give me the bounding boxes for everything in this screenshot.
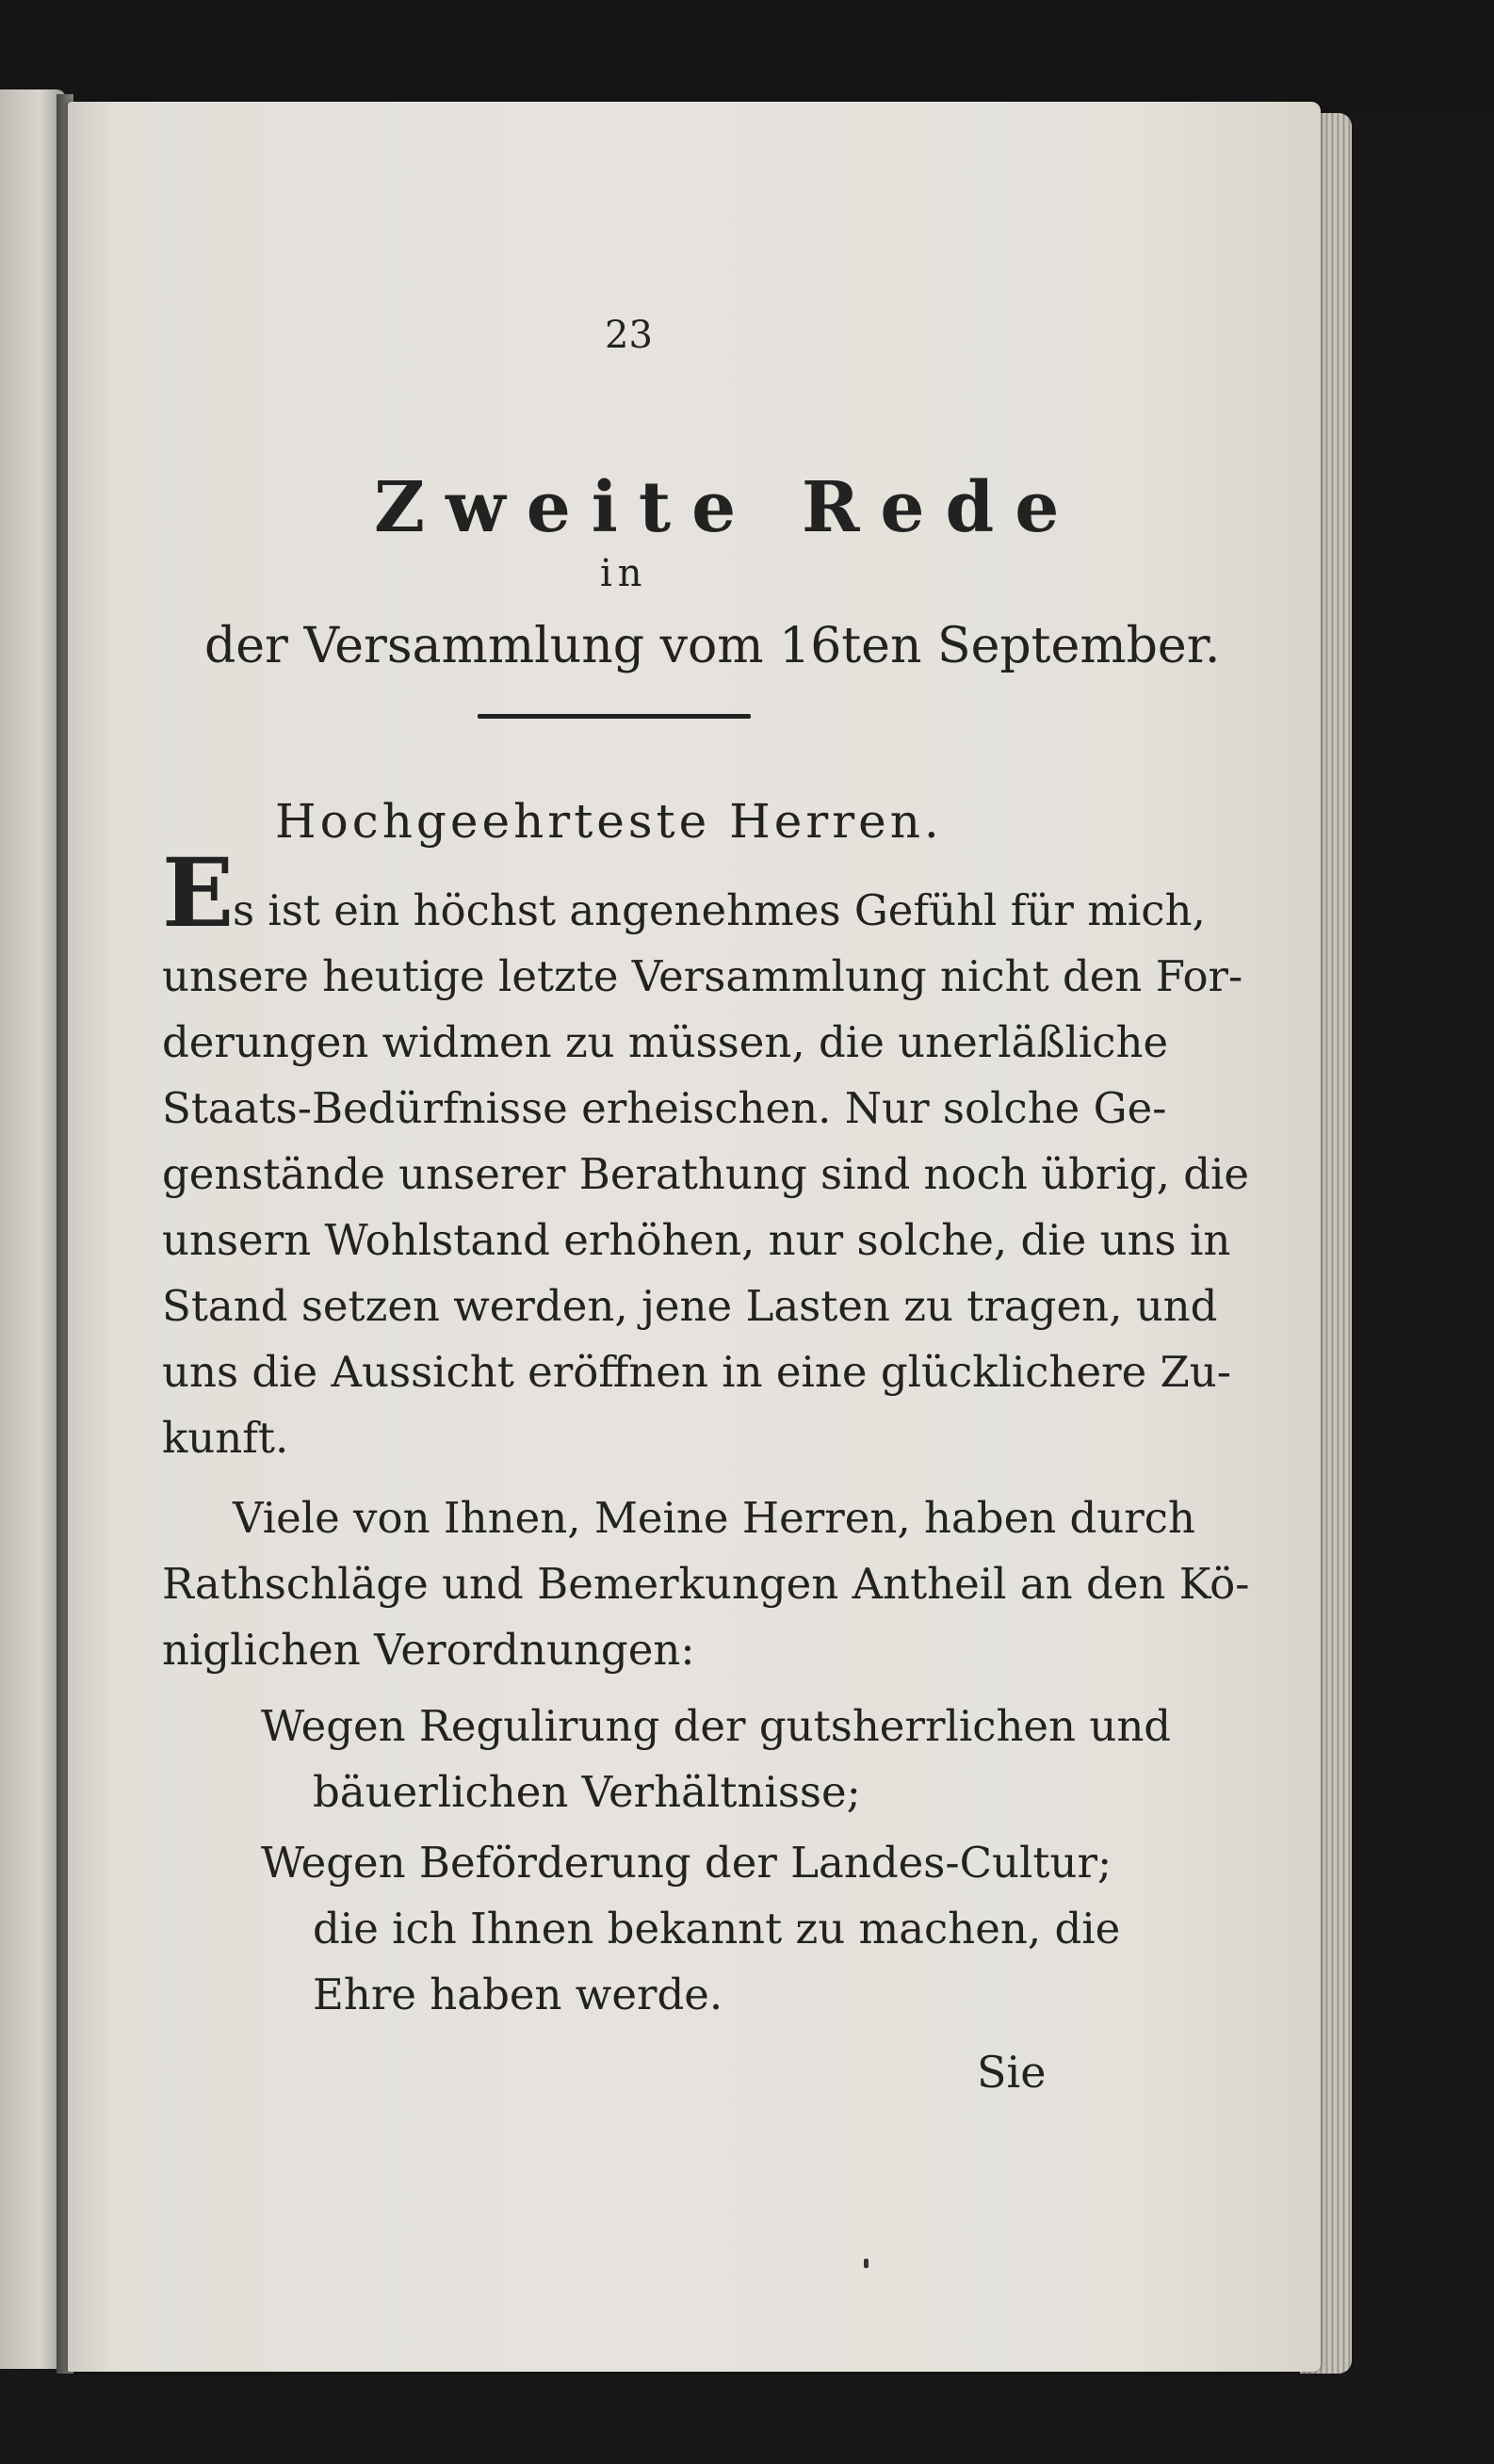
catchword: Sie: [977, 2047, 1047, 2098]
speech-title: Zweite Rede: [374, 467, 1080, 548]
paragraph-line: Rathschläge und Bemerkungen Antheil an den Kö-: [162, 1559, 1250, 1609]
title-rule: [478, 714, 751, 719]
paragraph-line: genstände unserer Berathung sind noch übrig, die: [162, 1149, 1250, 1199]
paragraph-line: s ist ein höchst angenehmes Gefühl für mich,: [233, 885, 1206, 935]
paragraph-line: Viele von Ihnen, Meine Herren, haben durch: [233, 1493, 1195, 1543]
background-shadow: [0, 0, 1494, 113]
paragraph-line: derungen widmen zu müssen, die unerläßliche: [162, 1017, 1169, 1067]
list-item-line: Wegen Beförderung der Landes-Cultur;: [261, 1838, 1112, 1888]
paragraph-line: unsern Wohlstand erhöhen, nur solche, die uns in: [162, 1215, 1231, 1265]
ink-speck: [864, 2259, 869, 2268]
paragraph-line: kunft.: [162, 1413, 289, 1463]
book-page: [68, 102, 1321, 2372]
paragraph-line: niglichen Verordnungen:: [162, 1625, 695, 1675]
page-number: 23: [605, 314, 653, 357]
subtitle-date: der Versammlung vom 16ten September.: [204, 618, 1221, 674]
drop-cap: E: [162, 837, 235, 948]
list-item-line: Wegen Regulirung der gutsherrlichen und: [261, 1701, 1172, 1751]
paragraph-line: Stand setzen werden, jene Lasten zu tragen, und: [162, 1281, 1218, 1331]
paragraph-line: unsere heutige letzte Versammlung nicht den For-: [162, 951, 1243, 1001]
list-item-line: bäuerlichen Verhältnisse;: [313, 1767, 861, 1817]
subtitle-in: in: [600, 552, 648, 595]
list-item-line: Ehre haben werde.: [313, 1970, 723, 2019]
paragraph-line: uns die Aussicht eröffnen in eine glücklichere Zu-: [162, 1347, 1231, 1397]
salutation: Hochgeehrteste Herren.: [275, 794, 943, 849]
list-item-line: die ich Ihnen bekannt zu machen, die: [313, 1904, 1121, 1953]
paragraph-line: Staats-Bedürfnisse erheischen. Nur solche Ge-: [162, 1083, 1167, 1133]
page-content: [68, 102, 1321, 2372]
